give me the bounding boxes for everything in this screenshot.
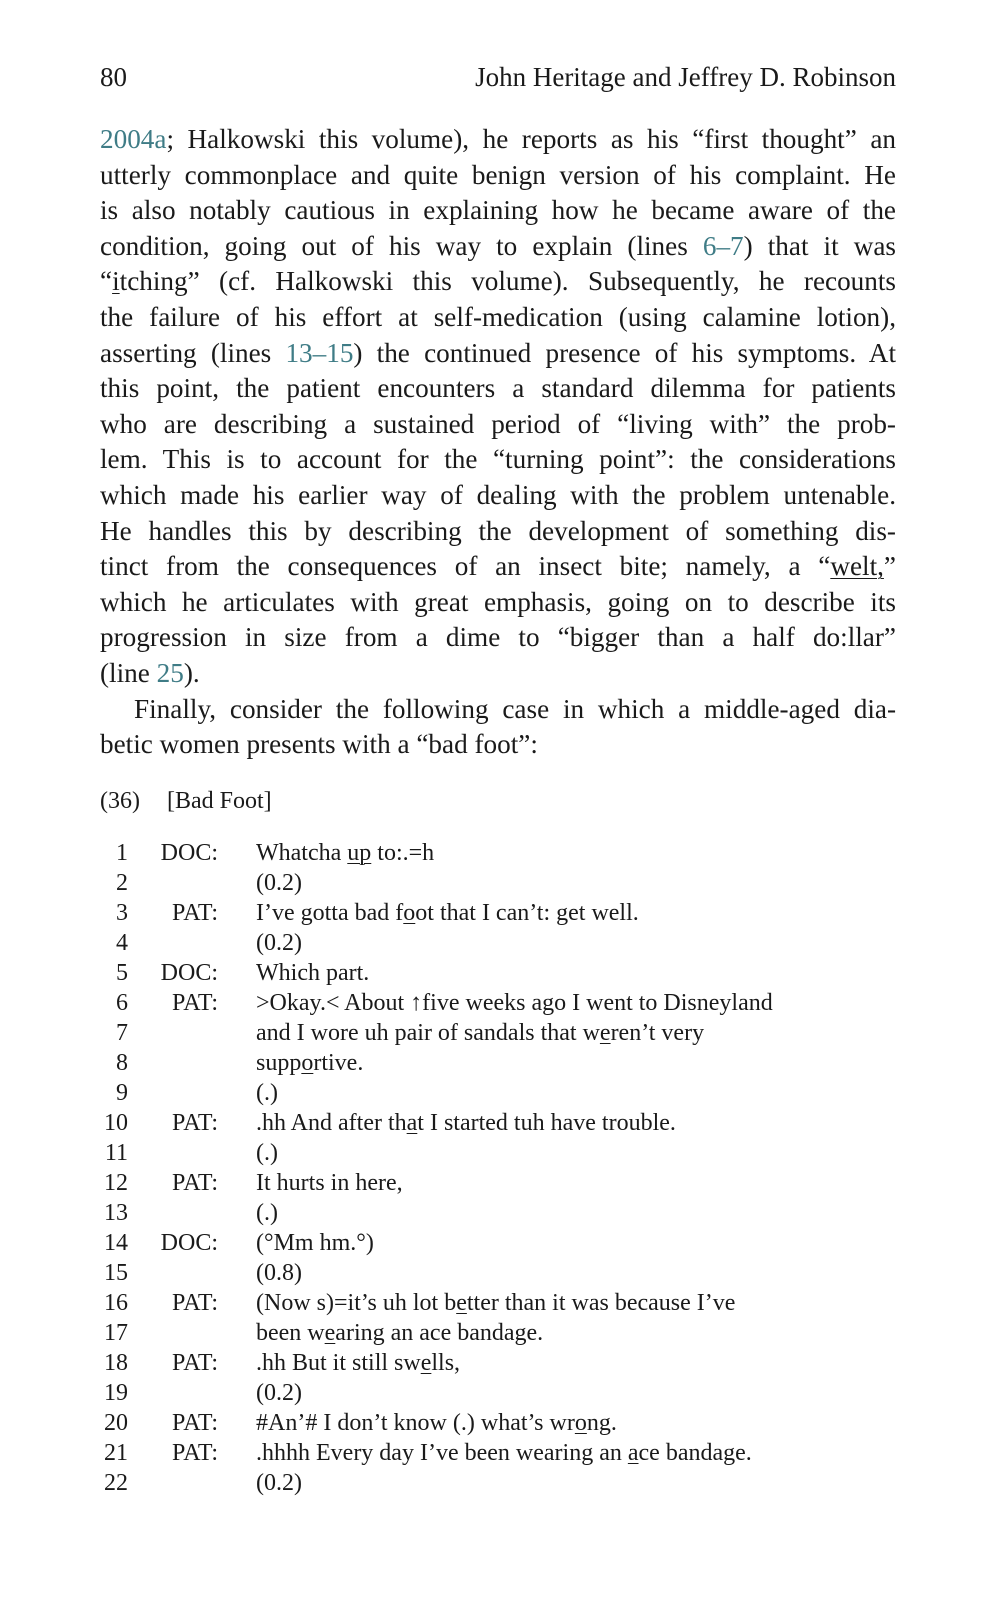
- line-number: 1: [116, 840, 128, 866]
- utterance: I’ve gotta bad foot that I can’t: get well.: [256, 900, 639, 926]
- line-number: 4: [116, 930, 128, 956]
- line-number: 8: [116, 1050, 128, 1076]
- body-line: who are describing a sustained period of “living with” the prob-: [100, 408, 896, 439]
- speaker-label: PAT:: [172, 1170, 218, 1196]
- stress-underline: a: [627, 1440, 639, 1466]
- stress-underline: o: [301, 1050, 314, 1076]
- body-line: asserting (lines 13–15) the continued presence of his symptoms. At: [100, 337, 896, 368]
- utterance: >Okay.< About ↑five weeks ago I went to Disneyland: [256, 990, 773, 1016]
- emphasis-underline: i: [112, 266, 120, 297]
- utterance: #An’# I don’t know (.) what’s wrong.: [256, 1410, 617, 1436]
- stress-underline: o: [403, 900, 416, 926]
- body-line: Finally, consider the following case in which a middle-aged dia-: [134, 693, 896, 724]
- transcript-line: [100, 1378, 900, 1408]
- line-number: 11: [104, 1140, 128, 1166]
- utterance: (.): [256, 1140, 278, 1166]
- transcript-line: [100, 1468, 900, 1498]
- body-line: tinct from the consequences of an insect bite; namely, a “welt,”: [100, 551, 896, 582]
- transcript-line: [100, 958, 900, 988]
- line-number: 21: [104, 1440, 128, 1466]
- transcript-line: [100, 838, 900, 868]
- reference-link[interactable]: 25: [156, 657, 184, 688]
- transcript-line: [100, 1138, 900, 1168]
- utterance: supportive.: [256, 1050, 364, 1076]
- line-number: 2: [116, 870, 128, 896]
- transcript-line: [100, 1258, 900, 1288]
- utterance: Whatcha up to:.=h: [256, 840, 435, 866]
- line-number: 13: [104, 1200, 128, 1226]
- line-number: 22: [104, 1470, 128, 1496]
- speaker-label: PAT:: [172, 1410, 218, 1436]
- transcript-line: [100, 868, 900, 898]
- speaker-label: DOC:: [160, 960, 218, 986]
- line-number: 7: [116, 1020, 128, 1046]
- utterance: and I wore uh pair of sandals that weren’t very: [256, 1020, 705, 1046]
- line-number: 6: [116, 990, 128, 1016]
- line-number: 14: [104, 1230, 128, 1256]
- transcript-line: [100, 1348, 900, 1378]
- utterance: (0.8): [256, 1260, 302, 1286]
- line-number: 5: [116, 960, 128, 986]
- body-line: “itching” (cf. Halkowski this volume). Subsequently, he recounts: [100, 266, 896, 297]
- reference-link[interactable]: 13–15: [285, 337, 354, 368]
- body-line: He handles this by describing the development of something dis-: [100, 515, 896, 546]
- transcript-line: [100, 1198, 900, 1228]
- line-number: 19: [104, 1380, 128, 1406]
- line-number: 18: [104, 1350, 128, 1376]
- body-line: progression in size from a dime to “bigger than a half do:llar”: [100, 622, 896, 653]
- body-line: betic women presents with a “bad foot”:: [100, 729, 538, 760]
- body-line: 2004a; Halkowski this volume), he reports as his “first thought” an: [100, 124, 896, 154]
- utterance: (0.2): [256, 930, 302, 956]
- body-line: utterly commonplace and quite benign version of his complaint. He: [100, 159, 896, 190]
- example-number: (36): [100, 788, 140, 814]
- transcript-line: [100, 1048, 900, 1078]
- transcript-line: [100, 988, 900, 1018]
- body-line: is also notably cautious in explaining how he became aware of the: [100, 195, 896, 226]
- utterance: (0.2): [256, 870, 302, 896]
- body-line: condition, going out of his way to explain (lines 6–7) that it was: [100, 230, 896, 261]
- utterance: (.): [256, 1200, 278, 1226]
- reference-link[interactable]: 6–7: [702, 230, 744, 261]
- stress-underline: e: [599, 1020, 611, 1046]
- transcript-line: [100, 1018, 900, 1048]
- emphasis-underline: welt,: [830, 551, 884, 582]
- speaker-label: DOC:: [160, 840, 218, 866]
- line-number: 10: [104, 1110, 128, 1136]
- body-line: this point, the patient encounters a standard dilemma for patients: [100, 373, 896, 404]
- utterance: (0.2): [256, 1380, 302, 1406]
- speaker-label: PAT:: [172, 900, 218, 926]
- speaker-label: DOC:: [160, 1230, 218, 1256]
- stress-underline: a: [406, 1110, 418, 1136]
- utterance: It hurts in here,: [256, 1170, 403, 1196]
- page-number: 80: [100, 62, 127, 92]
- utterance: (0.2): [256, 1470, 302, 1496]
- line-number: 15: [104, 1260, 128, 1286]
- transcript-line: [100, 928, 900, 958]
- body-line: which he articulates with great emphasis, going on to describe its: [100, 586, 896, 617]
- utterance: .hhhh Every day I’ve been wearing an ace bandage.: [256, 1440, 752, 1466]
- body-line: which made his earlier way of dealing with the problem untenable.: [100, 479, 896, 510]
- body-line: lem. This is to account for the “turning point”: the considerations: [100, 444, 896, 475]
- utterance: .hh But it still swells,: [256, 1350, 461, 1376]
- transcript-line: [100, 898, 900, 928]
- line-number: 3: [116, 900, 128, 926]
- speaker-label: PAT:: [172, 990, 218, 1016]
- running-header: [100, 62, 896, 102]
- transcript-line: [100, 1438, 900, 1468]
- transcript-line: [100, 1228, 900, 1258]
- line-number: 20: [104, 1410, 128, 1436]
- example-title: [Bad Foot]: [167, 788, 272, 814]
- stress-underline: e: [420, 1350, 432, 1376]
- body-line: the failure of his effort at self-medication (using calamine lotion),: [100, 301, 896, 332]
- transcript-line: [100, 1318, 900, 1348]
- utterance: (.): [256, 1080, 278, 1106]
- utterance: been wearing an ace bandage.: [256, 1320, 544, 1346]
- example-heading: [100, 788, 272, 815]
- stress-underline: e: [324, 1320, 336, 1346]
- body-line: (line 25).: [100, 657, 200, 688]
- transcript-line: [100, 1078, 900, 1108]
- transcript-line: [100, 1408, 900, 1438]
- line-number: 9: [116, 1080, 128, 1106]
- utterance: (°Mm hm.°): [256, 1230, 374, 1256]
- speaker-label: PAT:: [172, 1110, 218, 1136]
- line-number: 12: [104, 1170, 128, 1196]
- body-paragraphs: [100, 122, 896, 763]
- speaker-label: PAT:: [172, 1290, 218, 1316]
- reference-link[interactable]: 2004a: [100, 124, 167, 154]
- line-number: 17: [104, 1320, 128, 1346]
- stress-underline: up: [347, 840, 372, 866]
- speaker-label: PAT:: [172, 1350, 218, 1376]
- transcript: [100, 838, 900, 1498]
- line-number: 16: [104, 1290, 128, 1316]
- utterance: .hh And after that I started tuh have trouble.: [256, 1110, 676, 1136]
- stress-underline: e: [456, 1290, 467, 1316]
- speaker-label: PAT:: [172, 1440, 218, 1466]
- transcript-line: [100, 1288, 900, 1318]
- utterance: (Now s)=it’s uh lot better than it was because I’ve: [256, 1290, 736, 1316]
- utterance: Which part.: [256, 960, 370, 986]
- transcript-line: [100, 1108, 900, 1138]
- stress-underline: o: [574, 1410, 587, 1436]
- transcript-line: [100, 1168, 900, 1198]
- running-head: John Heritage and Jeffrey D. Robinson: [475, 62, 896, 92]
